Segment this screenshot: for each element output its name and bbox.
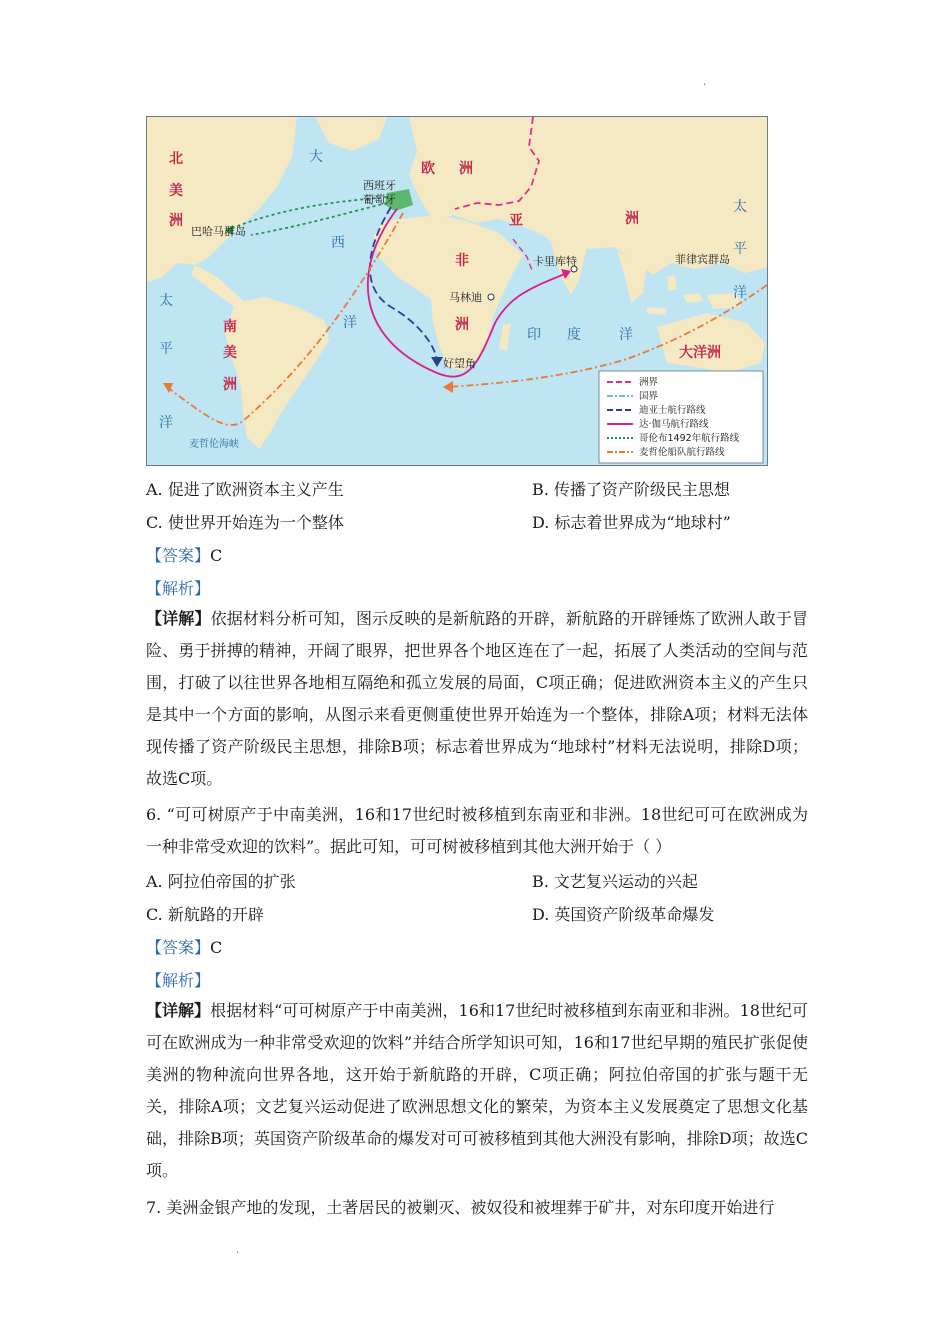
label-africa-2: 洲 — [455, 317, 469, 333]
q6-answer — [146, 937, 222, 959]
q5-analysis-tag: 【解析】 — [146, 579, 211, 598]
label-cape: 好望角 — [443, 357, 476, 370]
label-pacific-right-3: 洋 — [733, 285, 747, 301]
q5-detail — [146, 603, 808, 795]
label-pacific-left-1: 太 — [159, 293, 173, 309]
label-malindi: 马林迪 — [449, 291, 482, 304]
q6-stem: 6. “可可树原产于中南美洲，16和17世纪时被移植到东南亚和非洲。18世纪可可在欧洲成为一种非常受欢迎的饮料”。据此可知，可可树被移植到其他大洲开始于（ ） — [146, 805, 808, 856]
q5-answer-value: C — [210, 546, 223, 565]
legend-label-magellan: 麦哲伦船队航行路线 — [639, 447, 725, 458]
q6-option-a: A. 阿拉伯帝国的扩张 — [146, 872, 296, 891]
label-north-america-2: 美 — [169, 183, 183, 199]
legend-label-continent: 洲界 — [639, 377, 659, 388]
corner-dot: · — [703, 80, 707, 91]
bottom-dot: · — [236, 1248, 240, 1259]
label-south-america-2: 美 — [223, 345, 237, 361]
label-spain: 西班牙 — [363, 179, 396, 192]
q6-analysis-tag: 【解析】 — [146, 971, 211, 990]
label-atlantic-3: 洋 — [343, 315, 357, 331]
label-asia-1: 亚 — [509, 213, 523, 229]
q6-answer-tag: 【答案】 — [146, 938, 211, 957]
legend-label-dagama: 达·伽马航行路线 — [639, 419, 709, 430]
q6-option-c: C. 新航路的开辟 — [146, 905, 264, 924]
q6-detail — [146, 995, 808, 1187]
label-south-america-3: 洲 — [223, 377, 237, 393]
label-indian-2: 度 — [567, 327, 581, 343]
label-magellan-strait: 麦哲伦海峡 — [189, 439, 239, 450]
label-pacific-right-2: 平 — [733, 241, 747, 257]
legend-label-border: 国界 — [639, 391, 659, 402]
q6-answer-value: C — [210, 938, 223, 957]
q6-detail-text: 根据材料“可可树原产于中南美洲，16和17世纪时被移植到东南亚和非洲。18世纪可可在欧洲成为一种非常受欢迎的饮料”并结合所学知识可知，16和17世纪早期的殖民扩张促使美洲的物种流向世界各地，这开始于新航路的开辟，C项正确；阿拉伯帝国的扩张与题干无关，排除A项；文艺复兴运动促进了欧洲思想文化的繁荣，为资本主义发展奠定了思想文化基础，排除B项；英国资产阶级革命的爆发对可可被移植到其他大洲没有影响，排除D项；故选C项。 — [146, 1001, 808, 1180]
label-indian-3: 洋 — [619, 327, 633, 343]
label-atlantic-2: 西 — [331, 235, 345, 251]
legend-label-dias: 迪亚士航行路线 — [639, 405, 706, 416]
q6-detail-tag: 【详解】 — [146, 1001, 211, 1020]
legend-label-columbus: 哥伦布1492年航行路线 — [639, 433, 740, 444]
q5-detail-text: 依据材料分析可知，图示反映的是新航路的开辟，新航路的开辟锤炼了欧洲人敢于冒险、勇于拼搏的精神，开阔了眼界，把世界各个地区连在了一起，拓展了人类活动的空间与范围，打破了以往世界各地相互隔绝和孤立发展的局面，C项正确；促进欧洲资本主义的产生只是其中一个方面的影响，从图示来看更侧重使世界开始连为一个整体，排除A项；材料无法体现传播了资产阶级民主思想，排除B项；标志着世界成为“地球村”材料无法说明，排除D项；故选C项。 — [146, 609, 808, 788]
label-philippines: 菲律宾群岛 — [675, 253, 730, 266]
label-pacific-left-3: 洋 — [159, 415, 173, 431]
label-pacific-right-1: 太 — [733, 199, 747, 215]
q7-stem: 7. 美洲金银产地的发现，土著居民的被剿灭、被奴役和被埋葬于矿井，对东印度开始进行 — [146, 1198, 775, 1217]
label-europe-2: 洲 — [459, 161, 473, 177]
q5-option-b: B. 传播了资产阶级民主思想 — [532, 480, 730, 499]
q5-option-d: D. 标志着世界成为“地球村” — [532, 513, 731, 532]
label-africa-1: 非 — [455, 253, 469, 269]
q5-answer — [146, 545, 222, 567]
map-legend — [599, 371, 763, 463]
q5-answer-tag: 【答案】 — [146, 546, 211, 565]
label-asia-2: 洲 — [625, 211, 639, 227]
label-indian-1: 印 — [527, 327, 541, 343]
q5-option-a: A. 促进了欧洲资本主义产生 — [146, 480, 344, 499]
label-europe-1: 欧 — [421, 161, 435, 177]
label-calicut: 卡里库特 — [533, 255, 577, 268]
label-oceania: 大洋洲 — [679, 345, 721, 361]
label-pacific-left-2: 平 — [159, 341, 173, 357]
q5-option-c: C. 使世界开始连为一个整体 — [146, 513, 344, 532]
q6-option-b: B. 文艺复兴运动的兴起 — [532, 872, 698, 891]
label-portugal: 葡萄牙 — [363, 193, 396, 206]
label-north-america-1: 北 — [169, 151, 183, 167]
q6-option-d: D. 英国资产阶级革命爆发 — [532, 905, 715, 924]
new-route-map — [146, 116, 768, 466]
label-bahamas: 巴哈马群岛 — [191, 225, 246, 238]
label-south-america-1: 南 — [223, 319, 237, 335]
malindi-marker — [488, 294, 494, 300]
q5-detail-tag: 【详解】 — [146, 609, 211, 628]
label-north-america-3: 洲 — [169, 213, 183, 229]
label-atlantic-1: 大 — [309, 149, 323, 165]
